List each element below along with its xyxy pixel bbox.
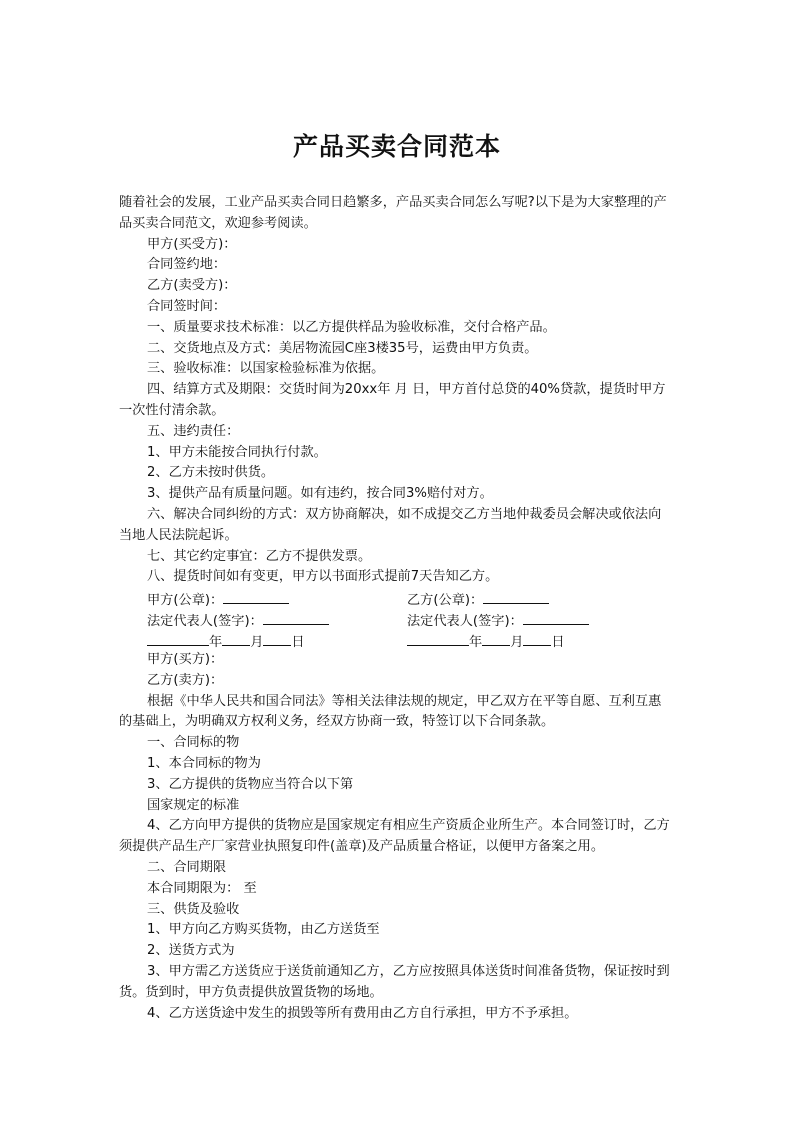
subject-item-4: 4、乙方向甲方提供的货物应是国家规定有相应生产资质企业所生产。本合同签订时，乙方须提供产品生产厂家营业执照复印件(盖章)及产品质量合格证，以便甲方备案之用。 — [119, 818, 670, 855]
supply-item-1: 1、甲方向乙方购买货物，由乙方送货至 — [147, 922, 380, 938]
intro-paragraph: 随着社会的发展，工业产品买卖合同日趋繁多，产品买卖合同怎么写呢?以下是为大家整理的产品买卖合同范文，欢迎参考阅读。 — [119, 195, 667, 231]
date-day-label: 日 — [551, 635, 565, 650]
party-b-seller-line-2: 乙方(卖方)： — [147, 672, 224, 688]
document-body-part1 — [119, 193, 673, 588]
party-b-seal-blank — [483, 590, 549, 604]
party-a-representative — [147, 610, 329, 629]
signing-time-line: 合同签时间： — [147, 298, 227, 314]
party-a-seal-blank — [223, 590, 289, 604]
preamble-paragraph: 根据《中华人民共和国合同法》等相关法律法规的规定，甲乙双方在平等自愿、互利互惠的基础上，为明确双方权利义务，经双方协商一致，特签订以下合同条款。 — [119, 693, 662, 730]
clause-breach-heading: 五、违约责任： — [147, 423, 240, 439]
clause-dispute: 六、解决合同纠纷的方式：双方协商解决，如不成提交乙方当地仲裁委员会解决或依法向当地人民法院起诉。 — [119, 506, 662, 543]
party-b-seal — [407, 589, 549, 608]
party-a-date — [147, 631, 305, 650]
clause-delivery: 二、交货地点及方式：美居物流园C座3楼35号，运费由甲方负责。 — [147, 340, 538, 356]
date-month-blank — [482, 632, 510, 646]
date-month-label: 月 — [510, 635, 524, 650]
party-a-representative-blank — [263, 611, 329, 625]
subject-item-3: 3、乙方提供的货物应当符合以下第 — [147, 776, 354, 792]
party-a-seal-label: 甲方(公章)： — [147, 593, 224, 608]
supply-item-3: 3、甲方需乙方送货应于送货前通知乙方，乙方应按照具体送货时间准备货物，保证按时到货。货到时，甲方负责提供放置货物的场地。 — [119, 963, 670, 1000]
party-b-seller-line: 乙方(卖受方)： — [147, 278, 237, 294]
section-subject-heading: 一、合同标的物 — [147, 735, 240, 751]
date-day-blank — [263, 632, 291, 646]
date-month-blank — [222, 632, 250, 646]
party-b-representative-label: 法定代表人(签字)： — [407, 614, 523, 629]
document-body-part2 — [119, 650, 673, 1024]
breach-item-1: 1、甲方未能按合同执行付款。 — [147, 444, 327, 460]
supply-item-2: 2、送货方式为 — [147, 943, 235, 959]
party-a-representative-label: 法定代表人(签字)： — [147, 614, 263, 629]
signing-place-line: 合同签约地： — [147, 257, 227, 273]
clause-quality: 一、质量要求技术标准：以乙方提供样品为验收标准，交付合格产品。 — [147, 319, 556, 335]
breach-item-2: 2、乙方未按时供货。 — [147, 465, 275, 481]
date-day-blank — [523, 632, 551, 646]
party-a-buyer-line-2: 甲方(买方)： — [147, 652, 224, 667]
party-b-date — [407, 631, 565, 650]
section-term-heading: 二、合同期限 — [147, 859, 227, 875]
date-year-blank — [407, 632, 469, 646]
supply-item-4: 4、乙方送货途中发生的损毁等所有费用由乙方自行承担，甲方不予承担。 — [147, 1005, 578, 1021]
date-year-label: 年 — [209, 635, 223, 650]
date-year-label: 年 — [469, 635, 483, 650]
term-line: 本合同期限为： 至 — [147, 880, 257, 896]
party-b-representative-blank — [523, 611, 589, 625]
national-standard-line: 国家规定的标准 — [147, 797, 240, 813]
clause-change: 八、提货时间如有变更，甲方以书面形式提前7天告知乙方。 — [147, 569, 499, 585]
party-a-seal — [147, 589, 289, 608]
date-month-label: 月 — [250, 635, 264, 650]
section-supply-heading: 三、供货及验收 — [147, 901, 240, 917]
clause-settlement: 四、结算方式及期限：交货时间为20xx年 月 日，甲方首付总贷的40%贷款，提货时甲方一次性付清余款。 — [119, 382, 666, 418]
subject-item-1: 1、本合同标的物为 — [147, 755, 261, 771]
breach-item-3: 3、提供产品有质量问题。如有违约，按合同3%赔付对方。 — [147, 486, 493, 502]
date-year-blank — [147, 632, 209, 646]
date-day-label: 日 — [291, 635, 305, 650]
party-b-seal-label: 乙方(公章)： — [407, 593, 484, 608]
party-a-buyer-line: 甲方(买受方)： — [147, 236, 237, 252]
clause-other: 七、其它约定事宜：乙方不提供发票。 — [147, 548, 372, 564]
party-b-representative — [407, 610, 589, 629]
clause-acceptance: 三、验收标准：以国家检验标准为依据。 — [147, 361, 385, 377]
document-title: 产品买卖合同范本 — [292, 132, 501, 161]
